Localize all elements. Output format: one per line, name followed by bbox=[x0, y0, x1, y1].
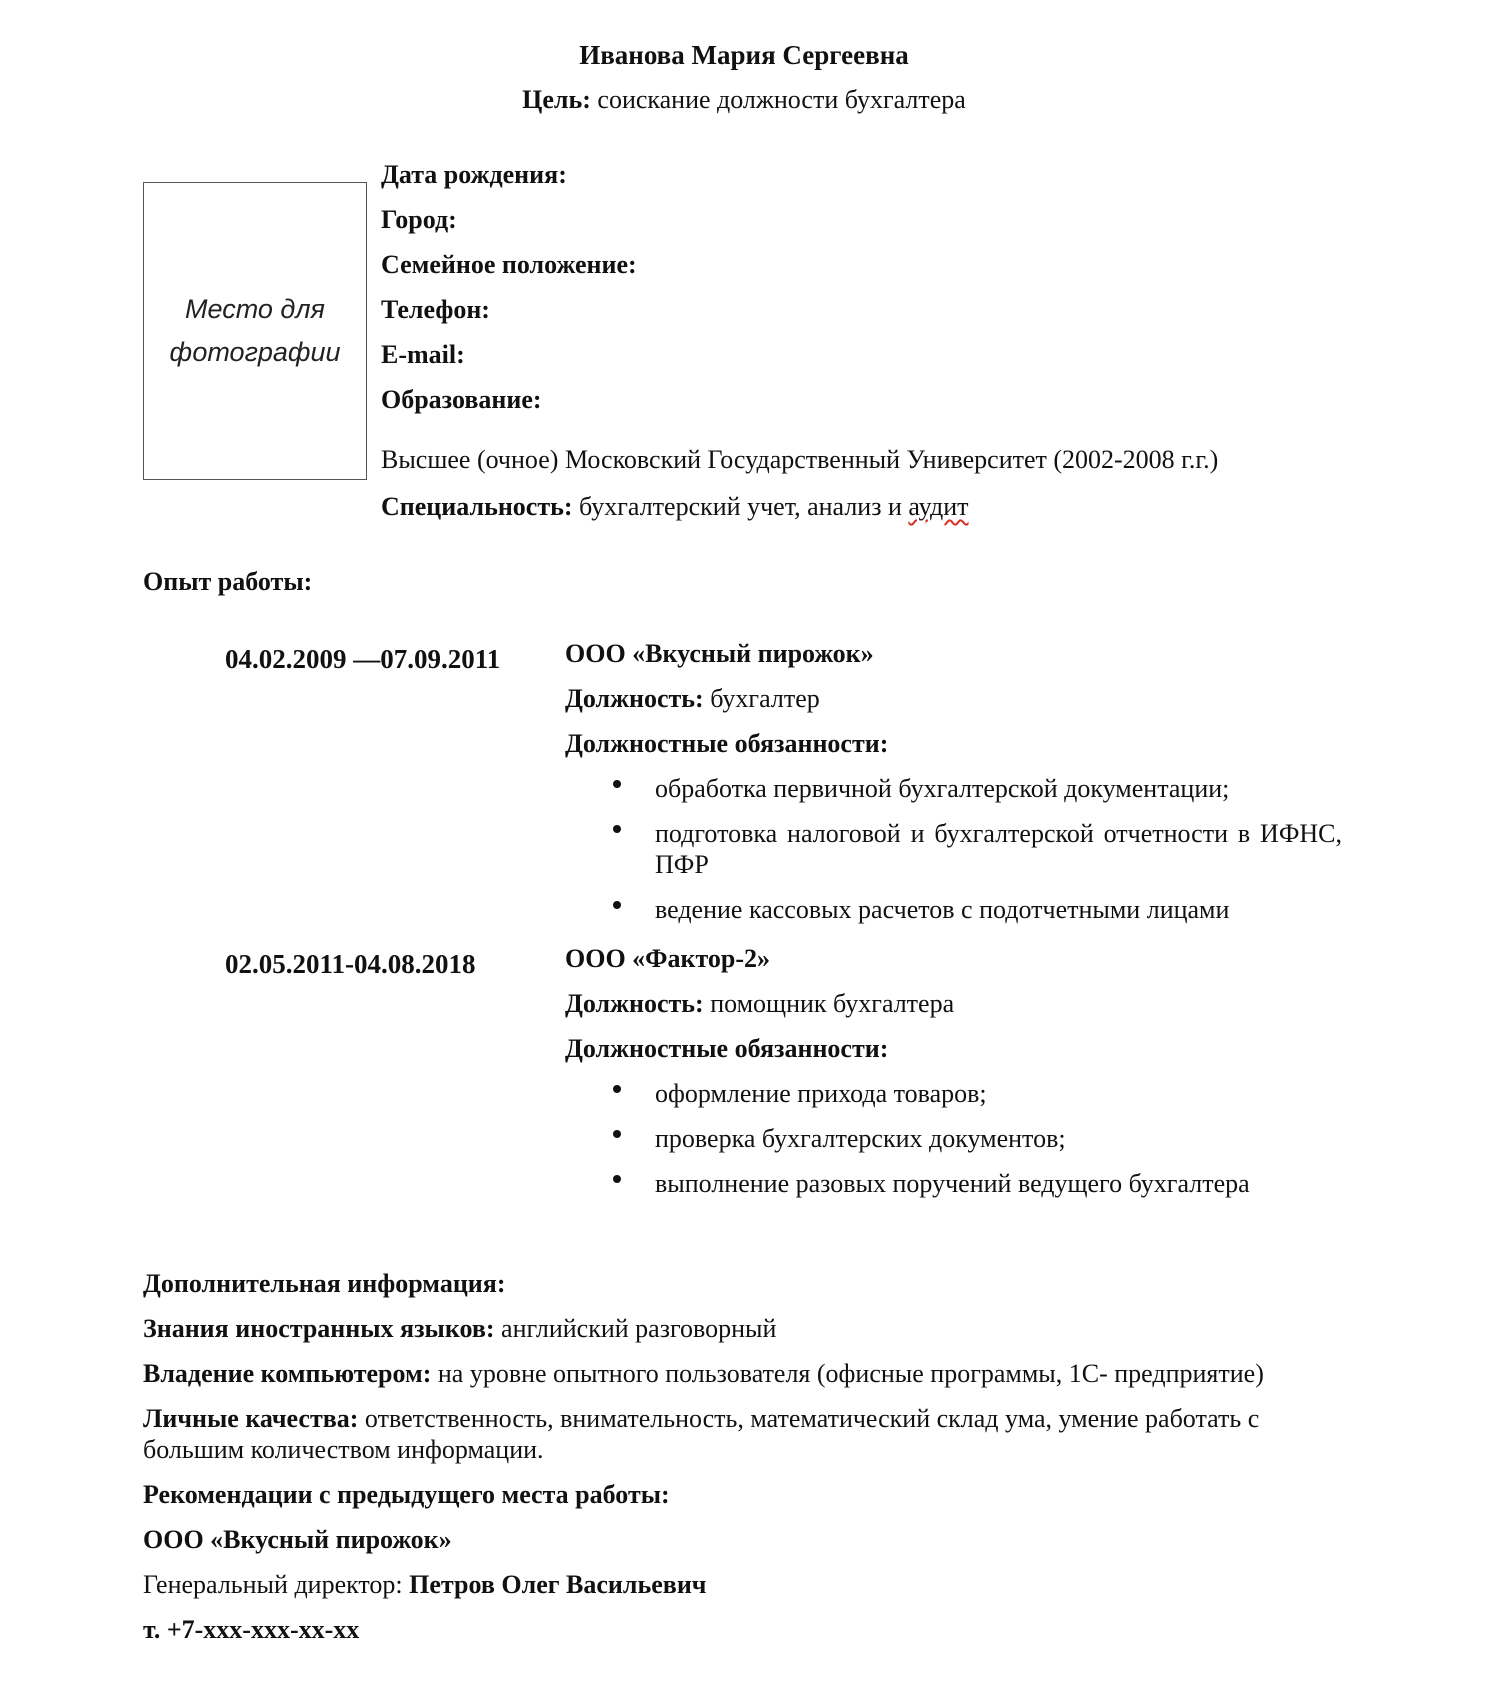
job-1-duty-2: подготовка налоговой и бухгалтерской отчетности в ИФНС, ПФР bbox=[655, 819, 1342, 879]
photo-placeholder bbox=[143, 182, 367, 480]
bullet-icon bbox=[613, 1085, 621, 1093]
qualities-paragraph bbox=[143, 1403, 1343, 1465]
goal-line bbox=[0, 84, 1488, 116]
computer-label: Владение компьютером: bbox=[143, 1359, 432, 1388]
city-label: Город: bbox=[381, 205, 457, 234]
specialty-label: Специальность: bbox=[381, 492, 573, 521]
email-label: E-mail: bbox=[381, 340, 465, 369]
computer-line bbox=[143, 1358, 1264, 1390]
job-1-duties-label: Должностные обязанности: bbox=[565, 729, 889, 758]
job-1-duty-3: ведение кассовых расчетов с подотчетными лицами bbox=[655, 895, 1230, 924]
job-2-duty-3: выполнение разовых поручений ведущего бухгалтера bbox=[655, 1169, 1250, 1198]
experience-title: Опыт работы: bbox=[143, 567, 313, 596]
qualities-value: ответственность, внимательность, математический склад ума, умение работать с большим количеством информации. bbox=[143, 1404, 1260, 1464]
job-1-position-value: бухгалтер bbox=[703, 684, 820, 713]
recommendation-person bbox=[143, 1569, 706, 1601]
bullet-icon bbox=[613, 1175, 621, 1183]
job-1-position-label: Должность: bbox=[565, 684, 704, 713]
bullet-icon bbox=[613, 825, 621, 833]
recommendations-title: Рекомендации с предыдущего места работы: bbox=[143, 1480, 670, 1509]
languages-value: английский разговорный bbox=[494, 1314, 777, 1343]
job-2-position-label: Должность: bbox=[565, 989, 704, 1018]
phone-label: Телефон: bbox=[381, 295, 490, 324]
job-2-period: 02.05.2011-04.08.2018 bbox=[225, 949, 476, 979]
photo-placeholder-text: Место для фотографии bbox=[169, 294, 341, 367]
resume-name: Иванова Мария Сергеевна bbox=[579, 40, 909, 70]
qualities-label: Личные качества: bbox=[143, 1404, 359, 1433]
job-1-period: 04.02.2009 —07.09.2011 bbox=[225, 644, 501, 674]
specialty-value-misspelled: аудит bbox=[908, 492, 969, 521]
recommendation-person-name: Петров Олег Васильевич bbox=[409, 1570, 707, 1599]
job-2-position-value: помощник бухгалтера bbox=[703, 989, 955, 1018]
specialty-line bbox=[381, 491, 969, 523]
languages-line bbox=[143, 1313, 776, 1345]
family-status-label: Семейное положение: bbox=[381, 250, 637, 279]
computer-value: на уровне опытного пользователя (офисные программы, 1С- предприятие) bbox=[431, 1359, 1264, 1388]
job-2-duty-2: проверка бухгалтерских документов; bbox=[655, 1124, 1066, 1153]
education-value: Высшее (очное) Московский Государственный Университет (2002-2008 г.г.) bbox=[381, 445, 1219, 474]
specialty-value: бухгалтерский учет, анализ и bbox=[572, 492, 909, 521]
job-2-duty-1: оформление прихода товаров; bbox=[655, 1079, 987, 1108]
additional-title: Дополнительная информация: bbox=[143, 1269, 506, 1298]
job-2-company: ООО «Фактор-2» bbox=[565, 944, 771, 973]
education-label: Образование: bbox=[381, 385, 542, 414]
job-2-position bbox=[565, 988, 954, 1020]
bullet-icon bbox=[613, 780, 621, 788]
recommendation-company: ООО «Вкусный пирожок» bbox=[143, 1525, 452, 1554]
job-1-duty-1: обработка первичной бухгалтерской документации; bbox=[655, 774, 1230, 803]
birth-date-label: Дата рождения: bbox=[381, 160, 567, 189]
languages-label: Знания иностранных языков: bbox=[143, 1314, 495, 1343]
bullet-icon bbox=[613, 1130, 621, 1138]
goal-label: Цель: bbox=[522, 85, 591, 114]
goal-value: соискание должности бухгалтера bbox=[590, 85, 966, 114]
recommendation-phone: т. +7-xxx-xxx-xx-xx bbox=[143, 1615, 360, 1644]
job-2-duties-label: Должностные обязанности: bbox=[565, 1034, 889, 1063]
recommendation-person-label: Генеральный директор: bbox=[143, 1570, 410, 1599]
job-1-position bbox=[565, 683, 820, 715]
job-1-company: ООО «Вкусный пирожок» bbox=[565, 639, 874, 668]
bullet-icon bbox=[613, 901, 621, 909]
